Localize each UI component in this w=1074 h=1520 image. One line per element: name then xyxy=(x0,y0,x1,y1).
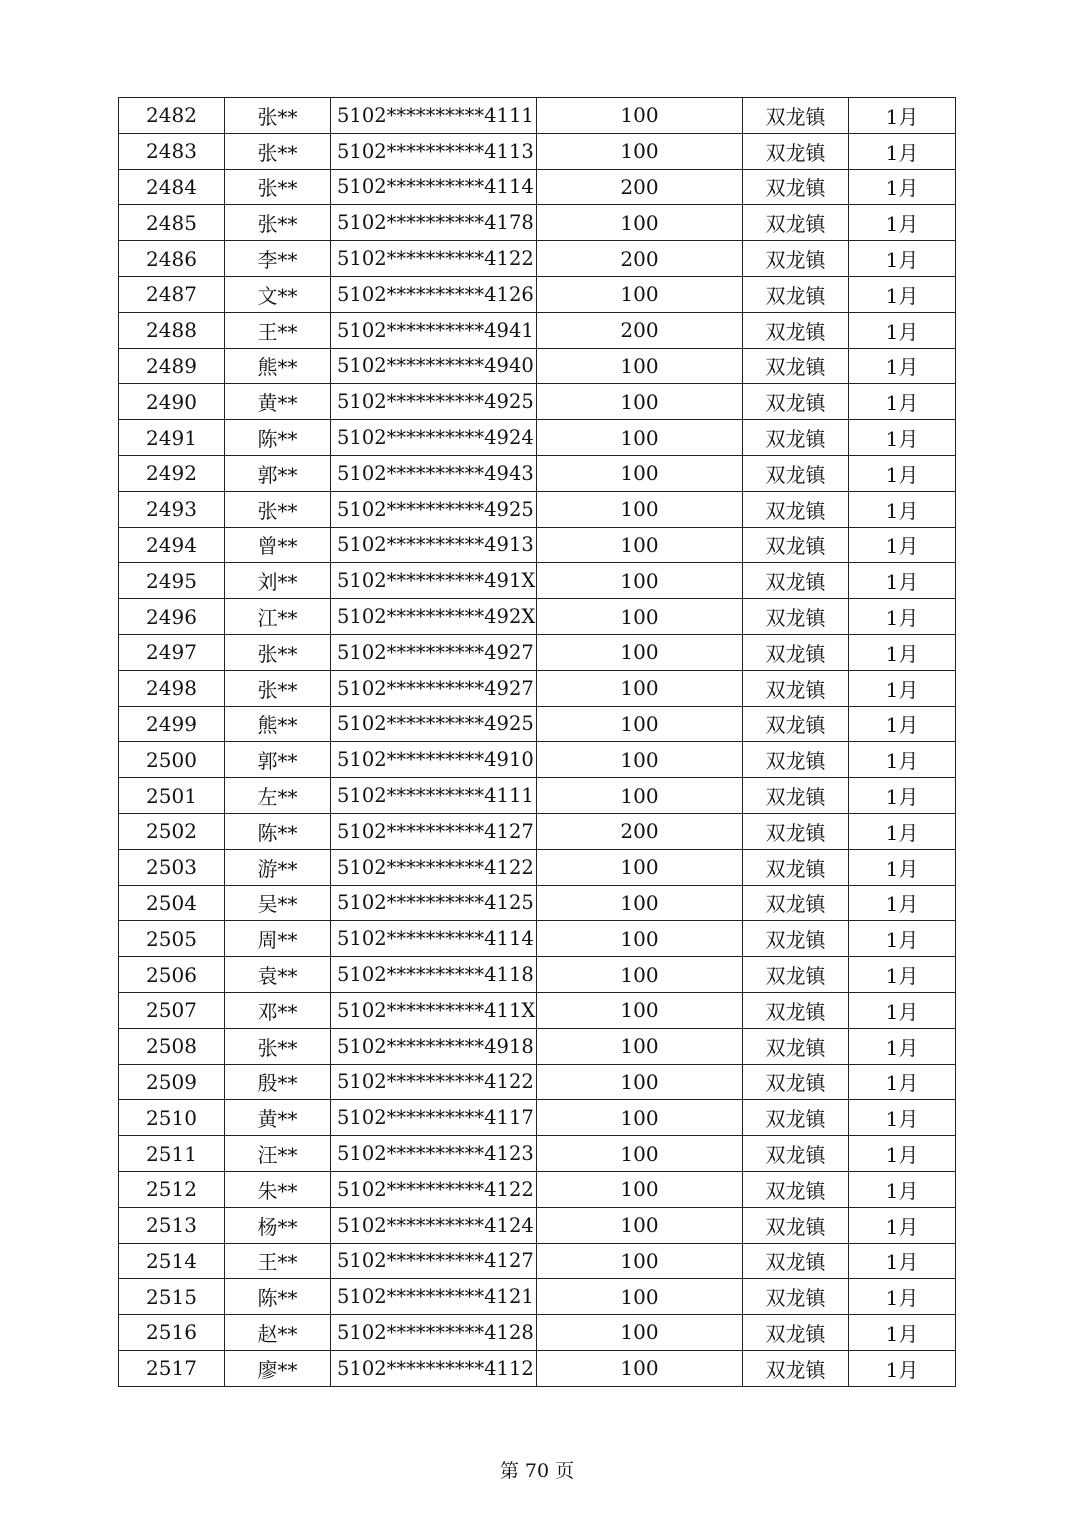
month-cell: 1月 xyxy=(849,778,956,814)
town-cell: 双龙镇 xyxy=(743,133,849,169)
amount-cell: 100 xyxy=(537,455,743,491)
id-number-cell: 5102**********4112 xyxy=(331,1350,537,1386)
serial-number-cell: 2485 xyxy=(119,205,225,241)
month-cell: 1月 xyxy=(849,1064,956,1100)
month-cell: 1月 xyxy=(849,98,956,134)
town-cell: 双龙镇 xyxy=(743,706,849,742)
id-number-cell: 5102**********4918 xyxy=(331,1028,537,1064)
table-row xyxy=(119,992,956,1028)
amount-cell: 100 xyxy=(537,1279,743,1315)
table-row xyxy=(119,1279,956,1315)
amount-cell: 100 xyxy=(537,742,743,778)
month-cell: 1月 xyxy=(849,921,956,957)
table-row xyxy=(119,491,956,527)
name-cell: 张** xyxy=(225,1028,331,1064)
month-cell: 1月 xyxy=(849,169,956,205)
table-row xyxy=(119,348,956,384)
town-cell: 双龙镇 xyxy=(743,348,849,384)
name-cell: 吴** xyxy=(225,885,331,921)
amount-cell: 100 xyxy=(537,1207,743,1243)
town-cell: 双龙镇 xyxy=(743,527,849,563)
name-cell: 熊** xyxy=(225,706,331,742)
id-number-cell: 5102**********4117 xyxy=(331,1100,537,1136)
amount-cell: 100 xyxy=(537,849,743,885)
town-cell: 双龙镇 xyxy=(743,778,849,814)
id-number-cell: 5102**********4127 xyxy=(331,813,537,849)
month-cell: 1月 xyxy=(849,813,956,849)
month-cell: 1月 xyxy=(849,706,956,742)
name-cell: 熊** xyxy=(225,348,331,384)
name-cell: 郭** xyxy=(225,742,331,778)
table-row xyxy=(119,1350,956,1386)
name-cell: 陈** xyxy=(225,420,331,456)
id-number-cell: 5102**********4127 xyxy=(331,1243,537,1279)
serial-number-cell: 2486 xyxy=(119,241,225,277)
month-cell: 1月 xyxy=(849,348,956,384)
id-number-cell: 5102**********4925 xyxy=(331,384,537,420)
table-row xyxy=(119,241,956,277)
amount-cell: 100 xyxy=(537,1064,743,1100)
name-cell: 张** xyxy=(225,98,331,134)
amount-cell: 100 xyxy=(537,1243,743,1279)
name-cell: 张** xyxy=(225,133,331,169)
table-row xyxy=(119,1207,956,1243)
serial-number-cell: 2510 xyxy=(119,1100,225,1136)
town-cell: 双龙镇 xyxy=(743,98,849,134)
amount-cell: 100 xyxy=(537,885,743,921)
town-cell: 双龙镇 xyxy=(743,384,849,420)
serial-number-cell: 2491 xyxy=(119,420,225,456)
amount-cell: 100 xyxy=(537,634,743,670)
name-cell: 陈** xyxy=(225,813,331,849)
name-cell: 杨** xyxy=(225,1207,331,1243)
table-row xyxy=(119,276,956,312)
amount-cell: 100 xyxy=(537,1315,743,1351)
town-cell: 双龙镇 xyxy=(743,491,849,527)
serial-number-cell: 2497 xyxy=(119,634,225,670)
table-row xyxy=(119,921,956,957)
name-cell: 游** xyxy=(225,849,331,885)
table-row xyxy=(119,1028,956,1064)
amount-cell: 100 xyxy=(537,1100,743,1136)
table-row xyxy=(119,169,956,205)
id-number-cell: 5102**********4123 xyxy=(331,1136,537,1172)
amount-cell: 100 xyxy=(537,491,743,527)
table-row xyxy=(119,1171,956,1207)
month-cell: 1月 xyxy=(849,312,956,348)
id-number-cell: 5102**********4114 xyxy=(331,921,537,957)
table-row xyxy=(119,885,956,921)
amount-cell: 100 xyxy=(537,1350,743,1386)
town-cell: 双龙镇 xyxy=(743,885,849,921)
amount-cell: 100 xyxy=(537,563,743,599)
id-number-cell: 5102**********4118 xyxy=(331,957,537,993)
town-cell: 双龙镇 xyxy=(743,1279,849,1315)
town-cell: 双龙镇 xyxy=(743,813,849,849)
amount-cell: 100 xyxy=(537,957,743,993)
town-cell: 双龙镇 xyxy=(743,276,849,312)
month-cell: 1月 xyxy=(849,742,956,778)
id-number-cell: 5102**********4925 xyxy=(331,491,537,527)
table-row xyxy=(119,634,956,670)
town-cell: 双龙镇 xyxy=(743,1100,849,1136)
month-cell: 1月 xyxy=(849,670,956,706)
table-row xyxy=(119,813,956,849)
serial-number-cell: 2500 xyxy=(119,742,225,778)
month-cell: 1月 xyxy=(849,1136,956,1172)
table-row xyxy=(119,1100,956,1136)
id-number-cell: 5102**********4111 xyxy=(331,778,537,814)
name-cell: 邓** xyxy=(225,992,331,1028)
serial-number-cell: 2493 xyxy=(119,491,225,527)
table-row xyxy=(119,670,956,706)
amount-cell: 100 xyxy=(537,992,743,1028)
town-cell: 双龙镇 xyxy=(743,312,849,348)
town-cell: 双龙镇 xyxy=(743,921,849,957)
serial-number-cell: 2501 xyxy=(119,778,225,814)
id-number-cell: 5102**********4940 xyxy=(331,348,537,384)
name-cell: 王** xyxy=(225,1243,331,1279)
amount-cell: 200 xyxy=(537,241,743,277)
town-cell: 双龙镇 xyxy=(743,1064,849,1100)
town-cell: 双龙镇 xyxy=(743,849,849,885)
table-row xyxy=(119,599,956,635)
id-number-cell: 5102**********4122 xyxy=(331,241,537,277)
town-cell: 双龙镇 xyxy=(743,634,849,670)
amount-cell: 100 xyxy=(537,133,743,169)
name-cell: 左** xyxy=(225,778,331,814)
month-cell: 1月 xyxy=(849,276,956,312)
table-row xyxy=(119,420,956,456)
name-cell: 陈** xyxy=(225,1279,331,1315)
town-cell: 双龙镇 xyxy=(743,992,849,1028)
serial-number-cell: 2489 xyxy=(119,348,225,384)
serial-number-cell: 2494 xyxy=(119,527,225,563)
name-cell: 张** xyxy=(225,205,331,241)
name-cell: 朱** xyxy=(225,1171,331,1207)
table-row xyxy=(119,957,956,993)
month-cell: 1月 xyxy=(849,1350,956,1386)
amount-cell: 100 xyxy=(537,599,743,635)
id-number-cell: 5102**********411X xyxy=(331,992,537,1028)
table-row xyxy=(119,706,956,742)
month-cell: 1月 xyxy=(849,241,956,277)
id-number-cell: 5102**********4128 xyxy=(331,1315,537,1351)
town-cell: 双龙镇 xyxy=(743,1171,849,1207)
id-number-cell: 5102**********4924 xyxy=(331,420,537,456)
month-cell: 1月 xyxy=(849,957,956,993)
name-cell: 李** xyxy=(225,241,331,277)
serial-number-cell: 2495 xyxy=(119,563,225,599)
town-cell: 双龙镇 xyxy=(743,1207,849,1243)
month-cell: 1月 xyxy=(849,133,956,169)
roster-table-body xyxy=(119,98,956,1387)
month-cell: 1月 xyxy=(849,205,956,241)
town-cell: 双龙镇 xyxy=(743,169,849,205)
name-cell: 周** xyxy=(225,921,331,957)
id-number-cell: 5102**********4122 xyxy=(331,1171,537,1207)
serial-number-cell: 2484 xyxy=(119,169,225,205)
name-cell: 王** xyxy=(225,312,331,348)
serial-number-cell: 2506 xyxy=(119,957,225,993)
name-cell: 黄** xyxy=(225,1100,331,1136)
month-cell: 1月 xyxy=(849,634,956,670)
name-cell: 刘** xyxy=(225,563,331,599)
amount-cell: 100 xyxy=(537,778,743,814)
id-number-cell: 5102**********4927 xyxy=(331,634,537,670)
town-cell: 双龙镇 xyxy=(743,1315,849,1351)
name-cell: 汪** xyxy=(225,1136,331,1172)
amount-cell: 100 xyxy=(537,98,743,134)
name-cell: 廖** xyxy=(225,1350,331,1386)
month-cell: 1月 xyxy=(849,384,956,420)
serial-number-cell: 2513 xyxy=(119,1207,225,1243)
amount-cell: 100 xyxy=(537,921,743,957)
table-row xyxy=(119,205,956,241)
amount-cell: 200 xyxy=(537,813,743,849)
id-number-cell: 5102**********4111 xyxy=(331,98,537,134)
month-cell: 1月 xyxy=(849,1279,956,1315)
serial-number-cell: 2482 xyxy=(119,98,225,134)
town-cell: 双龙镇 xyxy=(743,599,849,635)
serial-number-cell: 2498 xyxy=(119,670,225,706)
id-number-cell: 5102**********492X xyxy=(331,599,537,635)
name-cell: 曾** xyxy=(225,527,331,563)
serial-number-cell: 2511 xyxy=(119,1136,225,1172)
town-cell: 双龙镇 xyxy=(743,957,849,993)
amount-cell: 100 xyxy=(537,706,743,742)
month-cell: 1月 xyxy=(849,992,956,1028)
month-cell: 1月 xyxy=(849,885,956,921)
table-row xyxy=(119,312,956,348)
id-number-cell: 5102**********4925 xyxy=(331,706,537,742)
town-cell: 双龙镇 xyxy=(743,742,849,778)
id-number-cell: 5102**********4122 xyxy=(331,1064,537,1100)
id-number-cell: 5102**********4910 xyxy=(331,742,537,778)
id-number-cell: 5102**********4913 xyxy=(331,527,537,563)
town-cell: 双龙镇 xyxy=(743,1028,849,1064)
month-cell: 1月 xyxy=(849,1171,956,1207)
name-cell: 张** xyxy=(225,169,331,205)
serial-number-cell: 2516 xyxy=(119,1315,225,1351)
amount-cell: 100 xyxy=(537,670,743,706)
month-cell: 1月 xyxy=(849,491,956,527)
id-number-cell: 5102**********4114 xyxy=(331,169,537,205)
table-row xyxy=(119,527,956,563)
month-cell: 1月 xyxy=(849,1243,956,1279)
serial-number-cell: 2517 xyxy=(119,1350,225,1386)
amount-cell: 100 xyxy=(537,527,743,563)
serial-number-cell: 2490 xyxy=(119,384,225,420)
table-row xyxy=(119,455,956,491)
table-row xyxy=(119,1243,956,1279)
name-cell: 殷** xyxy=(225,1064,331,1100)
month-cell: 1月 xyxy=(849,563,956,599)
serial-number-cell: 2509 xyxy=(119,1064,225,1100)
name-cell: 张** xyxy=(225,634,331,670)
table-row xyxy=(119,1315,956,1351)
name-cell: 袁** xyxy=(225,957,331,993)
amount-cell: 100 xyxy=(537,1136,743,1172)
serial-number-cell: 2504 xyxy=(119,885,225,921)
town-cell: 双龙镇 xyxy=(743,455,849,491)
month-cell: 1月 xyxy=(849,1028,956,1064)
amount-cell: 100 xyxy=(537,1171,743,1207)
serial-number-cell: 2505 xyxy=(119,921,225,957)
name-cell: 文** xyxy=(225,276,331,312)
month-cell: 1月 xyxy=(849,599,956,635)
serial-number-cell: 2502 xyxy=(119,813,225,849)
serial-number-cell: 2483 xyxy=(119,133,225,169)
town-cell: 双龙镇 xyxy=(743,670,849,706)
amount-cell: 100 xyxy=(537,420,743,456)
month-cell: 1月 xyxy=(849,420,956,456)
amount-cell: 100 xyxy=(537,1028,743,1064)
id-number-cell: 5102**********491X xyxy=(331,563,537,599)
month-cell: 1月 xyxy=(849,527,956,563)
table-row xyxy=(119,133,956,169)
serial-number-cell: 2515 xyxy=(119,1279,225,1315)
id-number-cell: 5102**********4943 xyxy=(331,455,537,491)
table-row xyxy=(119,563,956,599)
id-number-cell: 5102**********4125 xyxy=(331,885,537,921)
serial-number-cell: 2507 xyxy=(119,992,225,1028)
month-cell: 1月 xyxy=(849,1315,956,1351)
serial-number-cell: 2514 xyxy=(119,1243,225,1279)
town-cell: 双龙镇 xyxy=(743,205,849,241)
id-number-cell: 5102**********4122 xyxy=(331,849,537,885)
town-cell: 双龙镇 xyxy=(743,1136,849,1172)
table-row xyxy=(119,1136,956,1172)
month-cell: 1月 xyxy=(849,849,956,885)
serial-number-cell: 2503 xyxy=(119,849,225,885)
serial-number-cell: 2499 xyxy=(119,706,225,742)
id-number-cell: 5102**********4927 xyxy=(331,670,537,706)
amount-cell: 100 xyxy=(537,348,743,384)
amount-cell: 100 xyxy=(537,384,743,420)
town-cell: 双龙镇 xyxy=(743,420,849,456)
name-cell: 张** xyxy=(225,670,331,706)
town-cell: 双龙镇 xyxy=(743,1350,849,1386)
town-cell: 双龙镇 xyxy=(743,1243,849,1279)
id-number-cell: 5102**********4126 xyxy=(331,276,537,312)
amount-cell: 100 xyxy=(537,276,743,312)
amount-cell: 200 xyxy=(537,312,743,348)
serial-number-cell: 2492 xyxy=(119,455,225,491)
serial-number-cell: 2487 xyxy=(119,276,225,312)
id-number-cell: 5102**********4178 xyxy=(331,205,537,241)
table-row xyxy=(119,742,956,778)
table-row xyxy=(119,98,956,134)
id-number-cell: 5102**********4113 xyxy=(331,133,537,169)
month-cell: 1月 xyxy=(849,1100,956,1136)
serial-number-cell: 2488 xyxy=(119,312,225,348)
name-cell: 郭** xyxy=(225,455,331,491)
page-number: 第 70 页 xyxy=(499,1460,575,1482)
name-cell: 张** xyxy=(225,491,331,527)
amount-cell: 200 xyxy=(537,169,743,205)
name-cell: 黄** xyxy=(225,384,331,420)
town-cell: 双龙镇 xyxy=(743,563,849,599)
roster-table xyxy=(118,97,956,1387)
table-row xyxy=(119,849,956,885)
table-row xyxy=(119,1064,956,1100)
table-row xyxy=(119,384,956,420)
id-number-cell: 5102**********4941 xyxy=(331,312,537,348)
serial-number-cell: 2512 xyxy=(119,1171,225,1207)
serial-number-cell: 2496 xyxy=(119,599,225,635)
id-number-cell: 5102**********4121 xyxy=(331,1279,537,1315)
town-cell: 双龙镇 xyxy=(743,241,849,277)
amount-cell: 100 xyxy=(537,205,743,241)
table-row xyxy=(119,778,956,814)
id-number-cell: 5102**********4124 xyxy=(331,1207,537,1243)
name-cell: 江** xyxy=(225,599,331,635)
month-cell: 1月 xyxy=(849,455,956,491)
name-cell: 赵** xyxy=(225,1315,331,1351)
serial-number-cell: 2508 xyxy=(119,1028,225,1064)
month-cell: 1月 xyxy=(849,1207,956,1243)
